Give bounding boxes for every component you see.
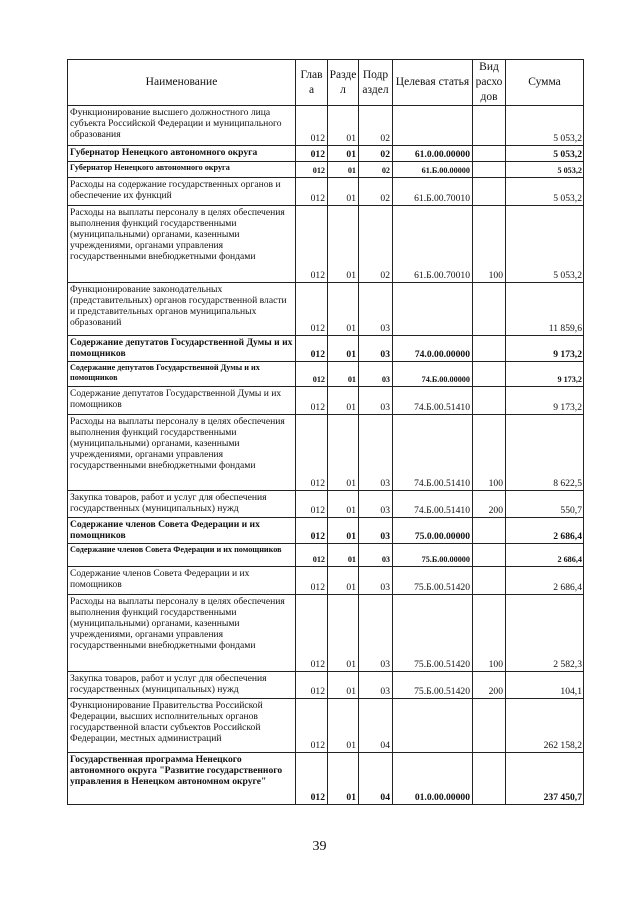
cell-glava: 012 xyxy=(296,567,328,595)
cell-glava: 012 xyxy=(296,336,328,362)
cell-statya: 75.0.00.00000 xyxy=(393,518,473,544)
cell-summa: 2 686,4 xyxy=(506,567,584,595)
cell-vid xyxy=(473,567,506,595)
cell-vid xyxy=(473,387,506,415)
table-row xyxy=(68,178,584,206)
cell-razdel: 01 xyxy=(328,146,359,162)
budget-table xyxy=(67,59,584,805)
cell-podrazdel: 02 xyxy=(359,178,393,206)
table-row xyxy=(68,699,584,753)
cell-glava: 012 xyxy=(296,672,328,699)
cell-razdel: 01 xyxy=(328,544,359,567)
cell-razdel: 01 xyxy=(328,162,359,178)
cell-vid: 100 xyxy=(473,595,506,672)
cell-podrazdel: 03 xyxy=(359,544,393,567)
cell-vid xyxy=(473,518,506,544)
table-row xyxy=(68,753,584,805)
cell-summa: 5 053,2 xyxy=(506,162,584,178)
cell-podrazdel: 03 xyxy=(359,283,393,336)
cell-statya: 75.Б.00.51420 xyxy=(393,567,473,595)
cell-podrazdel: 03 xyxy=(359,518,393,544)
cell-statya: 74.0.00.00000 xyxy=(393,336,473,362)
cell-statya: 75.Б.00.51420 xyxy=(393,595,473,672)
cell-name: Губернатор Ненецкого автономного округа xyxy=(68,162,296,178)
table-row xyxy=(68,518,584,544)
cell-summa: 5 053,2 xyxy=(506,106,584,146)
cell-podrazdel: 03 xyxy=(359,595,393,672)
cell-razdel: 01 xyxy=(328,178,359,206)
table-row xyxy=(68,544,584,567)
cell-name: Содержание членов Совета Федерации и их помощников xyxy=(68,567,296,595)
cell-podrazdel: 02 xyxy=(359,206,393,283)
cell-name: Функционирование Правительства Российской Федерации, высших исполнительных органов государственной власти субъектов Российской Федерации, местных администраций xyxy=(68,699,296,753)
cell-statya xyxy=(393,283,473,336)
cell-razdel: 01 xyxy=(328,753,359,805)
cell-name: Закупка товаров, работ и услуг для обеспечения государственных (муниципальных) нужд xyxy=(68,672,296,699)
header-vid: Вид расхо дов xyxy=(473,60,506,106)
cell-podrazdel: 03 xyxy=(359,336,393,362)
cell-razdel: 01 xyxy=(328,491,359,518)
cell-summa: 9 173,2 xyxy=(506,387,584,415)
cell-summa: 104,1 xyxy=(506,672,584,699)
cell-name: Содержание депутатов Государственной Думы и их помощников xyxy=(68,362,296,387)
cell-summa: 11 859,6 xyxy=(506,283,584,336)
cell-summa: 5 053,2 xyxy=(506,146,584,162)
cell-statya: 75.Б.00.51420 xyxy=(393,672,473,699)
cell-glava: 012 xyxy=(296,162,328,178)
header-glava: Глав а xyxy=(296,60,328,106)
cell-name: Содержание членов Совета Федерации и их помощников xyxy=(68,518,296,544)
table-row xyxy=(68,283,584,336)
cell-razdel: 01 xyxy=(328,362,359,387)
cell-name: Расходы на выплаты персоналу в целях обеспечения выполнения функций государственными (муниципальными) органами, казенными учреждениями, органами управления государственными внебюджетными фондами xyxy=(68,415,296,491)
cell-summa: 262 158,2 xyxy=(506,699,584,753)
cell-vid xyxy=(473,336,506,362)
table-row xyxy=(68,567,584,595)
cell-vid xyxy=(473,753,506,805)
cell-razdel: 01 xyxy=(328,518,359,544)
cell-glava: 012 xyxy=(296,753,328,805)
table-row xyxy=(68,595,584,672)
cell-summa: 550,7 xyxy=(506,491,584,518)
header-summa: Сумма xyxy=(506,60,584,106)
cell-podrazdel: 03 xyxy=(359,362,393,387)
table-row xyxy=(68,146,584,162)
cell-razdel: 01 xyxy=(328,387,359,415)
cell-statya xyxy=(393,699,473,753)
cell-vid: 200 xyxy=(473,672,506,699)
table-header-row xyxy=(68,60,584,106)
cell-glava: 012 xyxy=(296,106,328,146)
cell-razdel: 01 xyxy=(328,567,359,595)
cell-statya: 61.Б.00.70010 xyxy=(393,206,473,283)
cell-statya: 75.Б.00.00000 xyxy=(393,544,473,567)
cell-glava: 012 xyxy=(296,146,328,162)
cell-podrazdel: 03 xyxy=(359,567,393,595)
cell-vid xyxy=(473,178,506,206)
cell-podrazdel: 02 xyxy=(359,146,393,162)
cell-statya: 61.Б.00.70010 xyxy=(393,178,473,206)
cell-vid xyxy=(473,362,506,387)
cell-razdel: 01 xyxy=(328,283,359,336)
cell-statya: 74.Б.00.51410 xyxy=(393,491,473,518)
cell-name: Функционирование высшего должностного лица субъекта Российской Федерации и муниципального образования xyxy=(68,106,296,146)
header-statya: Целевая статья xyxy=(393,60,473,106)
cell-vid: 100 xyxy=(473,206,506,283)
cell-vid xyxy=(473,283,506,336)
cell-statya: 74.Б.00.51410 xyxy=(393,415,473,491)
header-name: Наименование xyxy=(68,60,296,106)
cell-summa: 5 053,2 xyxy=(506,206,584,283)
cell-statya: 01.0.00.00000 xyxy=(393,753,473,805)
cell-summa: 8 622,5 xyxy=(506,415,584,491)
cell-razdel: 01 xyxy=(328,415,359,491)
cell-razdel: 01 xyxy=(328,336,359,362)
cell-statya: 61.0.00.00000 xyxy=(393,146,473,162)
cell-name: Расходы на выплаты персоналу в целях обеспечения выполнения функций государственными (муниципальными) органами, казенными учреждениями, органами управления государственными внебюджетными фондами xyxy=(68,206,296,283)
cell-glava: 012 xyxy=(296,544,328,567)
header-razdel: Разде л xyxy=(328,60,359,106)
cell-glava: 012 xyxy=(296,491,328,518)
cell-name: Губернатор Ненецкого автономного округа xyxy=(68,146,296,162)
cell-statya xyxy=(393,106,473,146)
cell-statya: 74.Б.00.51410 xyxy=(393,387,473,415)
table-body xyxy=(68,106,584,805)
table-row xyxy=(68,415,584,491)
cell-summa: 2 686,4 xyxy=(506,518,584,544)
cell-glava: 012 xyxy=(296,595,328,672)
cell-podrazdel: 02 xyxy=(359,162,393,178)
cell-glava: 012 xyxy=(296,206,328,283)
header-podrazdel: Подр аздел xyxy=(359,60,393,106)
cell-razdel: 01 xyxy=(328,672,359,699)
cell-name: Государственная программа Ненецкого автономного округа "Развитие государственного управления в Ненецком автономном округе" xyxy=(68,753,296,805)
cell-vid: 200 xyxy=(473,491,506,518)
cell-vid: 100 xyxy=(473,415,506,491)
cell-vid xyxy=(473,106,506,146)
cell-glava: 012 xyxy=(296,518,328,544)
cell-glava: 012 xyxy=(296,387,328,415)
cell-razdel: 01 xyxy=(328,206,359,283)
cell-summa: 2 582,3 xyxy=(506,595,584,672)
cell-podrazdel: 03 xyxy=(359,672,393,699)
cell-glava: 012 xyxy=(296,178,328,206)
cell-name: Функционирование законодательных (представительных) органов государственной власти и представительных органов муниципальных образований xyxy=(68,283,296,336)
cell-razdel: 01 xyxy=(328,106,359,146)
table-row xyxy=(68,672,584,699)
cell-summa: 2 686,4 xyxy=(506,544,584,567)
cell-statya: 74.Б.00.00000 xyxy=(393,362,473,387)
table-row xyxy=(68,491,584,518)
cell-podrazdel: 03 xyxy=(359,387,393,415)
cell-razdel: 01 xyxy=(328,699,359,753)
cell-vid xyxy=(473,146,506,162)
page-number: 39 xyxy=(312,839,327,854)
cell-podrazdel: 04 xyxy=(359,699,393,753)
cell-summa: 237 450,7 xyxy=(506,753,584,805)
table-row xyxy=(68,206,584,283)
cell-name: Расходы на содержание государственных органов и обеспечение их функций xyxy=(68,178,296,206)
cell-vid xyxy=(473,699,506,753)
table-row xyxy=(68,362,584,387)
cell-podrazdel: 03 xyxy=(359,491,393,518)
cell-name: Расходы на выплаты персоналу в целях обеспечения выполнения функций государственными (муниципальными) органами, казенными учреждениями, органами управления государственными внебюджетными фондами xyxy=(68,595,296,672)
cell-summa: 9 173,2 xyxy=(506,362,584,387)
table-row xyxy=(68,336,584,362)
cell-vid xyxy=(473,544,506,567)
cell-razdel: 01 xyxy=(328,595,359,672)
cell-glava: 012 xyxy=(296,283,328,336)
cell-podrazdel: 04 xyxy=(359,753,393,805)
cell-podrazdel: 02 xyxy=(359,106,393,146)
cell-podrazdel: 03 xyxy=(359,415,393,491)
cell-summa: 9 173,2 xyxy=(506,336,584,362)
cell-name: Содержание депутатов Государственной Думы и их помощников xyxy=(68,387,296,415)
cell-summa: 5 053,2 xyxy=(506,178,584,206)
cell-name: Содержание членов Совета Федерации и их помощников xyxy=(68,544,296,567)
cell-statya: 61.Б.00.00000 xyxy=(393,162,473,178)
cell-glava: 012 xyxy=(296,415,328,491)
table-row xyxy=(68,106,584,146)
table-row xyxy=(68,387,584,415)
cell-vid xyxy=(473,162,506,178)
cell-name: Содержание депутатов Государственной Думы и их помощников xyxy=(68,336,296,362)
cell-glava: 012 xyxy=(296,699,328,753)
table-row xyxy=(68,162,584,178)
cell-glava: 012 xyxy=(296,362,328,387)
cell-name: Закупка товаров, работ и услуг для обеспечения государственных (муниципальных) нужд xyxy=(68,491,296,518)
